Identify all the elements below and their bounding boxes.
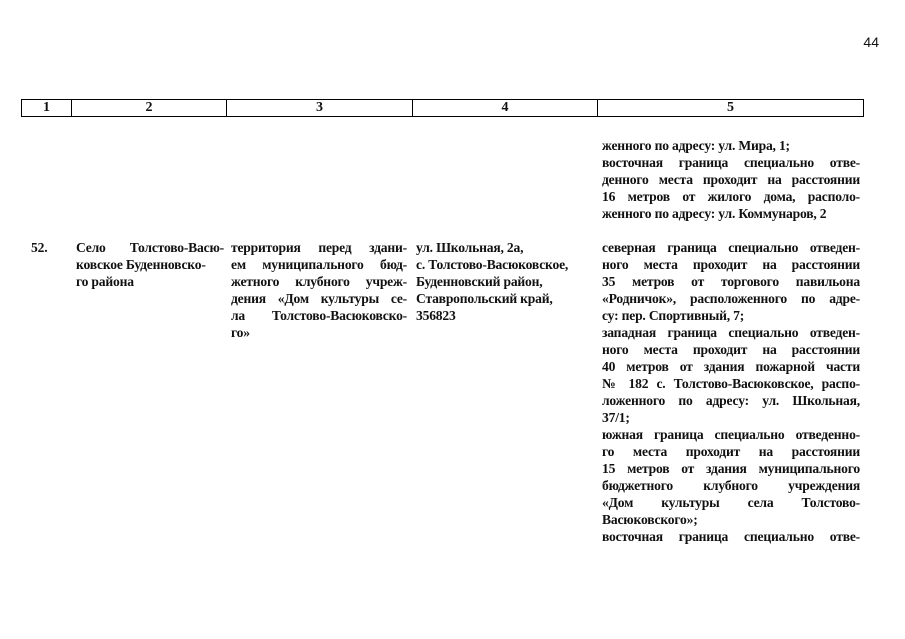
text-line: 15 метров от здания муниципального — [602, 461, 860, 476]
text-line: го района — [76, 274, 134, 289]
text-line: «Родничок», расположенного по адре- — [602, 291, 860, 306]
text-line: ного места проходит на расстоянии — [602, 342, 860, 357]
text-line: су: пер. Спортивный, 7; — [602, 308, 745, 323]
text-line: бюджетного клубного учреждения — [602, 478, 860, 493]
text-line: № 182 с. Толстово-Васюковское, распо- — [602, 376, 860, 391]
text-line: 356823 — [416, 308, 456, 323]
page-number: 44 — [863, 34, 879, 50]
text-line: го места проходит на расстоянии — [602, 444, 860, 459]
continuation-cell — [602, 137, 860, 222]
text-line: южная граница специально отведенно- — [602, 427, 860, 442]
text-line: 37/1; — [602, 410, 630, 425]
column-header-4: 4 — [413, 100, 598, 116]
column-header-1: 1 — [22, 100, 72, 116]
text-line: восточная граница специально отве- — [602, 529, 860, 544]
text-line: ем муниципального бюд- — [231, 257, 407, 272]
text-line: с. Толстово-Васюковское, — [416, 257, 569, 272]
text-line: западная граница специально отведен- — [602, 325, 860, 340]
text-line: Село Толстово-Васю- — [76, 240, 224, 255]
text-line: ного места проходит на расстоянии — [602, 257, 860, 272]
text-line: территория перед здани- — [231, 240, 407, 255]
settlement-cell — [76, 239, 224, 290]
text-line: 40 метров от здания пожарной части — [602, 359, 860, 374]
territory-cell — [231, 239, 407, 341]
text-line: ложенного по адресу: ул. Школьная, — [602, 393, 860, 408]
text-line: ла Толстово-Васюковско- — [231, 308, 407, 323]
boundary-description-cell — [602, 239, 860, 545]
text-line: ул. Школьная, 2а, — [416, 240, 524, 255]
text-line: «Дом культуры села Толстово- — [602, 495, 860, 510]
text-line: 16 метров от жилого дома, располо- — [602, 189, 860, 204]
text-line: Васюковского»; — [602, 512, 698, 527]
text-line: ковское Буденновско- — [76, 257, 206, 272]
text-line: Буденновский район, — [416, 274, 543, 289]
text-line: северная граница специально отведен- — [602, 240, 860, 255]
text-line: жетного клубного учреж- — [231, 274, 407, 289]
text-line: женного по адресу: ул. Коммунаров, 2 — [602, 206, 827, 221]
column-header-2: 2 — [72, 100, 227, 116]
text-line: дения «Дом культуры се- — [231, 291, 407, 306]
text-line: женного по адресу: ул. Мира, 1; — [602, 138, 790, 153]
row-number: 52. — [31, 240, 48, 255]
column-header-3: 3 — [227, 100, 413, 116]
text-line: денного места проходит на расстоянии — [602, 172, 860, 187]
text-line: 35 метров от торгового павильона — [602, 274, 860, 289]
text-line: восточная граница специально отве- — [602, 155, 860, 170]
text-line: го» — [231, 325, 250, 340]
text-line: Ставропольский край, — [416, 291, 553, 306]
address-cell — [416, 239, 588, 324]
column-header-5: 5 — [727, 100, 734, 115]
table-column-header-row — [21, 99, 864, 117]
